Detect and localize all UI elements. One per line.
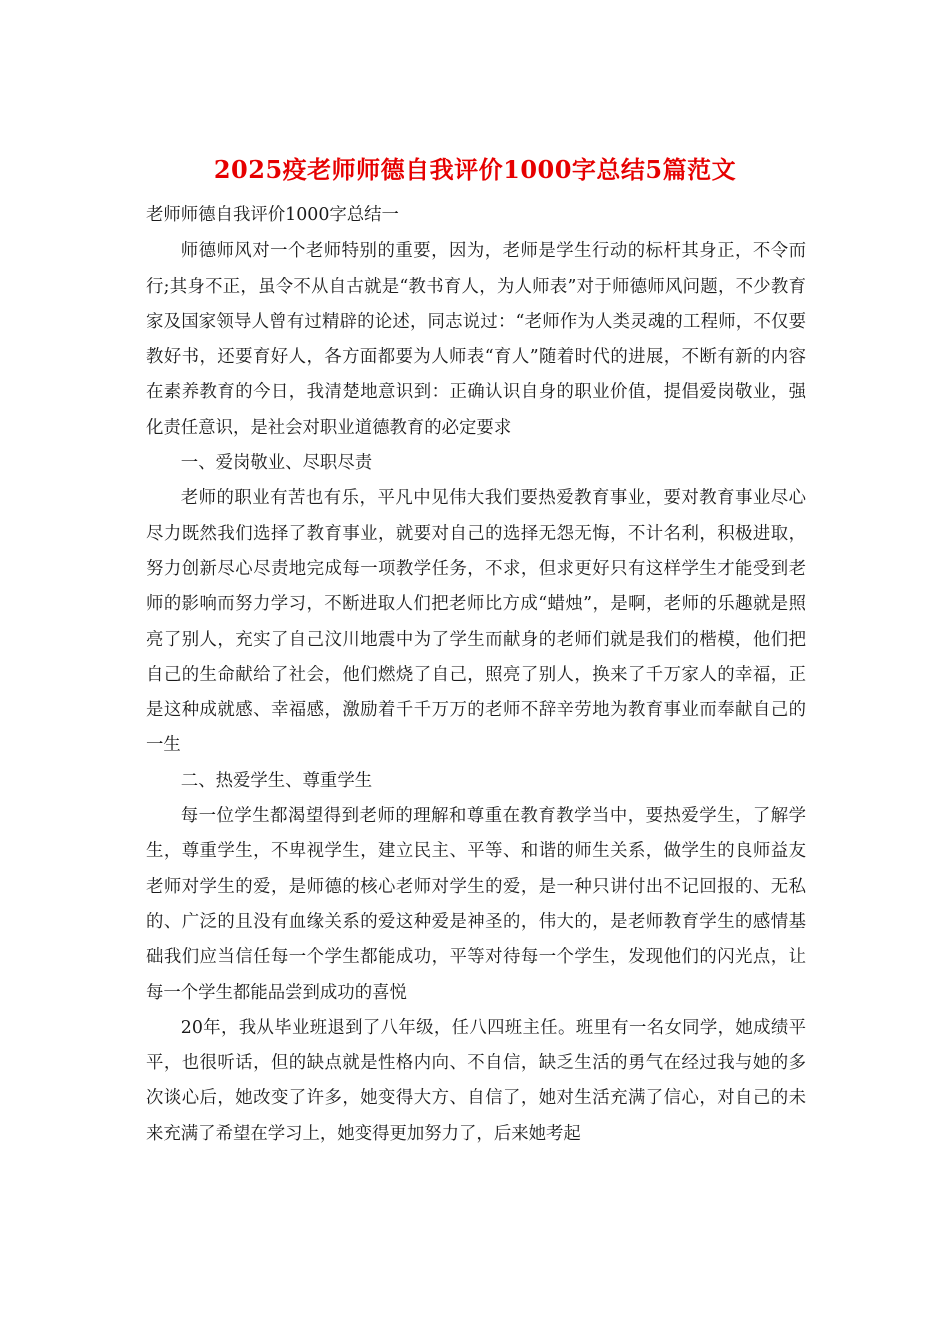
document-title: 2025疫老师师德自我评价1000字总结5篇范文 <box>213 155 737 184</box>
paragraph-story: 20年，我从毕业班退到了八年级，任八四班主任。班里有一名女同学，她成绩平平，也很听话，但的缺点就是性格内向、不自信，缺乏生活的勇气在经过我与她的多次谈心后，她改变了许多，她变得大方、自信了，她对生活充满了信心，对自己的未来充满了希望在学习上，她变得更加努力了，后来她考起 <box>146 1017 806 1144</box>
section-heading-2: 二、热爱学生、尊重学生 <box>180 770 373 791</box>
paragraph-section-2: 每一位学生都渴望得到老师的理解和尊重在教育教学当中，要热爱学生，了解学生，尊重学生，不卑视学生，建立民主、平等、和谐的师生关系，做学生的良师益友老师对学生的爱，是师德的核心老师对学生的爱，是一种只讲付出不记回报的、无私的、广泛的且没有血缘关系的爱这种爱是神圣的，伟大的，是老师教育学生的感情基础我们应当信任每一个学生都能成功，平等对待每一个学生，发现他们的闪光点，让每一个学生都能品尝到成功的喜悦 <box>146 806 806 1003</box>
document-subtitle: 老师师德自我评价1000字总结一 <box>146 205 399 225</box>
paragraph-section-1: 老师的职业有苦也有乐，平凡中见伟大我们要热爱教育事业，要对教育事业尽心尽力既然我们选择了教育事业，就要对自己的选择无怨无悔，不计名利，积极进取，努力创新尽心尽责地完成每一项教学任务，不求，但求更好只有这样学生才能受到老师的影响而努力学习，不断进取人们把老师比方成“蜡烛”，是啊，老师的乐趣就是照亮了别人，充实了自己汶川地震中为了学生而献身的老师们就是我们的楷模，他们把自己的生命献给了社会，他们燃烧了自己，照亮了别人，换来了千万家人的幸福，正是这种成就感、幸福感，激励着千千万万的老师不辞辛劳地为教育事业而奉献自己的一生 <box>146 488 806 756</box>
document-body <box>146 198 806 1152</box>
paragraph-intro: 师德师风对一个老师特别的重要，因为，老师是学生行动的标杆其身正，不令而行;其身不正，虽令不从自古就是“教书育人，为人师表”对于师德师风问题，不少教育家及国家领导人曾有过精辟的论述，同志说过：“老师作为人类灵魂的工程师，不仅要教好书，还要育好人，各方面都要为人师表“育人”随着时代的进展，不断有新的内容在素养教育的今日，我清楚地意识到：正确认识自身的职业价值，提倡爱岗敬业，强化责任意识，是社会对职业道德教育的必定要求 <box>146 241 806 438</box>
section-heading-1: 一、爱岗敬业、尽职尽责 <box>180 453 373 474</box>
